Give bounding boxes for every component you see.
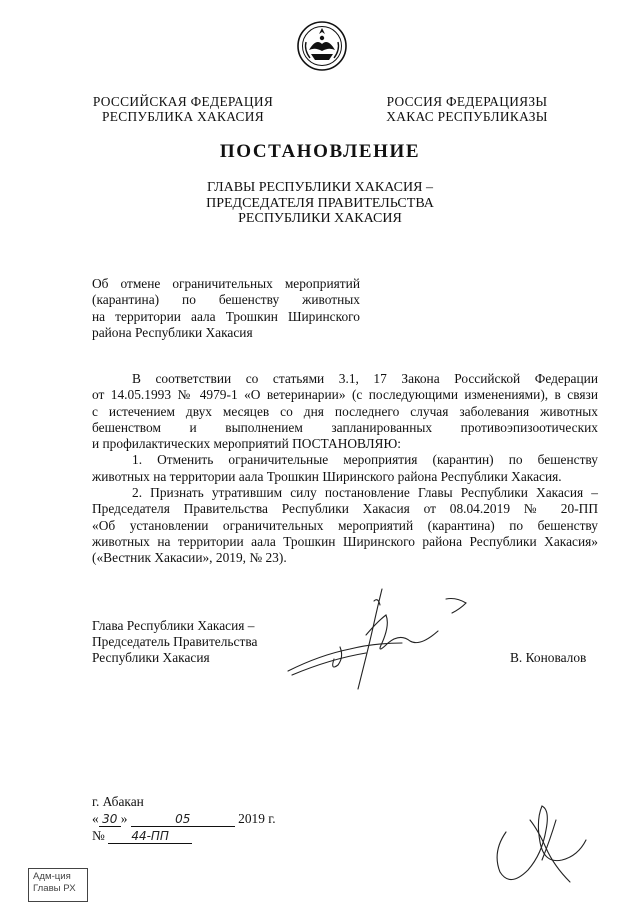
body-line: 2. Признать утратившим силу постановление Главы Республики Хакасия – <box>132 485 598 501</box>
body-line: («Вестник Хакасии», 2019, № 23). <box>92 550 287 566</box>
body-line: и профилактических мероприятий ПОСТАНОВЛЯЮ: <box>92 436 401 452</box>
document-subject <box>92 276 360 342</box>
document-subtitle <box>0 180 640 227</box>
signatory-line2: Председатель Правительства <box>92 634 258 650</box>
signatory-title <box>92 618 257 667</box>
subject-line4: района Республики Хакасия <box>92 325 253 341</box>
body-line: с истечением двух месяцев со дня последнего случая заболевания животных <box>92 403 598 419</box>
registration-stamp <box>28 868 88 902</box>
signatory-name: В. Коновалов <box>510 650 587 665</box>
subtitle-line3: РЕСПУБЛИКИ ХАКАСИЯ <box>238 211 402 227</box>
header-left-line2: РЕСПУБЛИКА ХАКАСИЯ <box>102 109 264 124</box>
signatory-line3: Республики Хакасия <box>92 650 210 666</box>
date-month: 05 <box>131 813 235 827</box>
place-date-number <box>92 793 276 844</box>
date-open-quote: « <box>92 811 99 826</box>
city: г. Абакан <box>92 794 144 809</box>
body-line: 1. Отменить ограничительные мероприятия (карантин) по бешенству <box>132 452 598 468</box>
stamp-line2: Главы РХ <box>33 882 76 894</box>
number-sign: № <box>92 828 105 843</box>
body-line: бешенством и выполнением запланированных противоэпизоотических <box>92 419 598 435</box>
body-line: от 14.05.1993 № 4979-1 «О ветеринарии» (с последующими изменениями), в связи <box>92 387 598 403</box>
header-right-line1: РОССИЯ ФЕДЕРАЦИЯЗЫ <box>386 94 548 109</box>
document-body <box>92 371 598 567</box>
subtitle-line2: ПРЕДСЕДАТЕЛЯ ПРАВИТЕЛЬСТВА <box>206 195 434 211</box>
body-line: В соответствии со статьями 3.1, 17 Закона Российской Федерации <box>132 371 598 386</box>
signatory-line1: Глава Республики Хакасия – <box>92 618 255 633</box>
document-date <box>92 810 276 827</box>
body-line: Председателя Правительства Республики Хакасия от 08.04.2019 № 20-ПП <box>92 501 598 517</box>
header-left <box>88 94 278 124</box>
body-line: «Об установлении ограничительных мероприятий (карантина) по бешенству <box>92 517 598 533</box>
date-day: 30 <box>99 813 121 827</box>
initials-icon <box>486 790 596 890</box>
coat-of-arms-icon <box>296 20 348 72</box>
header-right-line2: ХАКАС РЕСПУБЛИКАЗЫ <box>386 109 548 124</box>
document-number <box>92 827 276 844</box>
body-line: животных на территории аала Трошкин Ширинского района Республики Хакасия» <box>92 533 598 549</box>
signature-icon <box>270 585 480 695</box>
date-close-quote: » <box>120 811 128 826</box>
subtitle-line1: ГЛАВЫ РЕСПУБЛИКИ ХАКАСИЯ – <box>207 180 433 195</box>
document-title: ПОСТАНОВЛЕНИЕ <box>219 141 421 162</box>
subject-line3: на территории аала Трошкин Ширинского <box>92 308 360 324</box>
stamp-line1: Адм-ция <box>33 871 71 882</box>
subject-line2: (карантина) по бешенству животных <box>92 292 360 308</box>
header-right <box>372 94 562 124</box>
body-line: животных на территории аала Трошкин Ширинского района Республики Хакасия. <box>92 468 562 484</box>
subject-line1: Об отмене ограничительных мероприятий <box>92 276 360 291</box>
number-value: 44-ПП <box>108 830 192 844</box>
date-year: 2019 г. <box>238 811 276 826</box>
header-left-line1: РОССИЙСКАЯ ФЕДЕРАЦИЯ <box>92 94 274 109</box>
